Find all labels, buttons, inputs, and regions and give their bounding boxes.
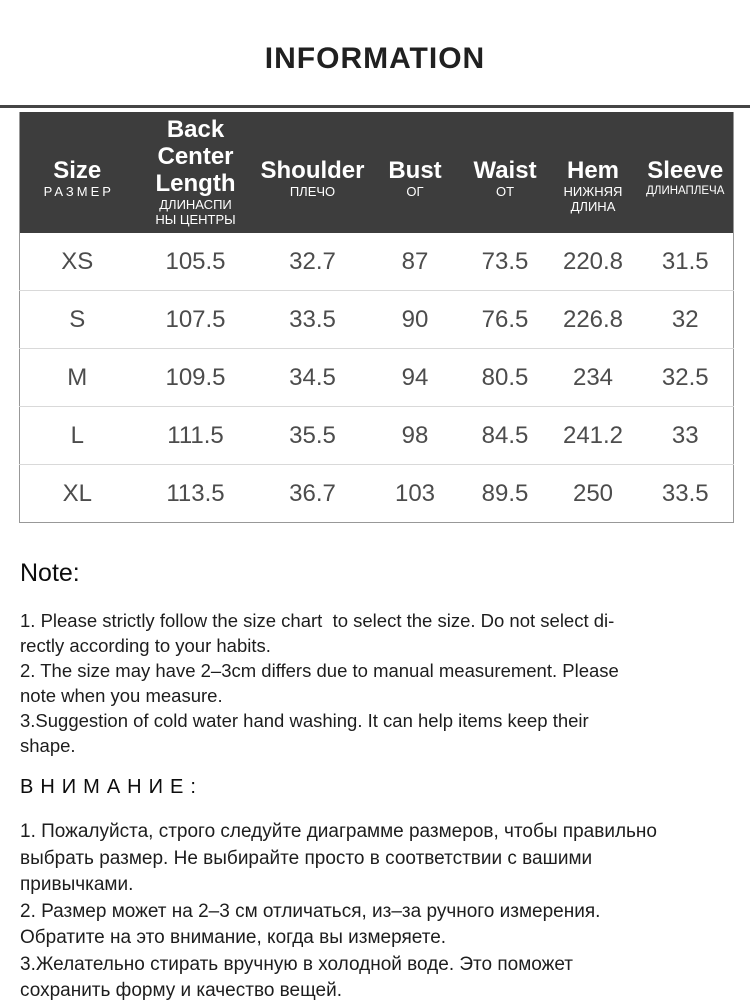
column-header-sleeve xyxy=(638,112,734,233)
column-label-en xyxy=(638,130,734,184)
table-cell: 89.5 xyxy=(462,465,549,523)
column-label-ru xyxy=(638,184,734,214)
column-header-size xyxy=(20,112,135,233)
column-label-en xyxy=(257,130,369,184)
table-cell: 80.5 xyxy=(462,349,549,407)
table-cell: 105.5 xyxy=(165,247,226,275)
text-line: Shoulder xyxy=(260,156,365,184)
table-row xyxy=(20,291,734,349)
text-line: Hem xyxy=(566,156,620,184)
text-line: 1. Please strictly follow the size chart to select the size. Do not select di- xyxy=(20,610,615,631)
table-cell: 241.2 xyxy=(549,407,638,465)
table-cell: 33.5 xyxy=(257,291,369,349)
text-line: Bust xyxy=(388,156,442,184)
table-cell: 31.5 xyxy=(661,247,709,275)
text-line: shape. xyxy=(20,735,76,756)
column-header-hem xyxy=(549,112,638,233)
table-cell: L xyxy=(20,407,135,465)
table-cell: 84.5 xyxy=(462,407,549,465)
table-cell: 35.5 xyxy=(257,407,369,465)
text-line: Length xyxy=(155,170,236,197)
text-line: ДЛИНА xyxy=(570,198,616,214)
table-cell: 111.5 xyxy=(135,407,257,465)
text-line: НИЖНЯЯ xyxy=(563,183,623,199)
note-text-ru xyxy=(20,819,730,1000)
table-cell: 250 xyxy=(549,465,638,523)
table-cell: 226.8 xyxy=(549,291,638,349)
text-line: выбрать размер. Не выбирайте просто в соответствии с вашими xyxy=(20,847,593,869)
text-line: 2. The size may have 2–3cm differs due to manual measurement. Please xyxy=(20,660,619,681)
table-cell: 33.5 xyxy=(638,465,734,523)
table-cell: M xyxy=(20,349,135,407)
text-line: 1. Пожалуйста, строго следуйте диаграмме размеров, чтобы правильно xyxy=(20,821,657,842)
title-divider xyxy=(0,105,750,108)
text-line: 3.Suggestion of cold water hand washing. It can help items keep their xyxy=(20,710,589,731)
table-cell: 32 xyxy=(638,291,734,349)
page-title: INFORMATION xyxy=(264,42,486,75)
text-line: Sleeve xyxy=(647,156,724,184)
column-label-ru xyxy=(135,197,257,227)
table-cell: 109.5 xyxy=(135,349,257,407)
table-cell: 220.8 xyxy=(562,247,624,275)
note-text-en xyxy=(20,608,730,758)
note-heading: Note: xyxy=(20,559,80,587)
text-line: НЫ ЦЕНТРЫ xyxy=(155,212,236,227)
size-table xyxy=(19,112,734,523)
column-label-ru xyxy=(20,184,135,214)
table-cell: XS xyxy=(61,247,94,275)
text-line: привычками. xyxy=(20,874,134,895)
column-label-en xyxy=(549,130,638,184)
column-header-bust xyxy=(369,112,462,233)
text-line: rectly according to your habits. xyxy=(20,635,271,656)
column-label-en xyxy=(135,116,257,197)
text-line: Waist xyxy=(473,156,537,184)
column-label-ru xyxy=(462,184,549,214)
text-line: 3.Желательно стирать вручную в холодной воде. Это поможет xyxy=(20,953,574,975)
text-line: ДЛИНАСПИ xyxy=(159,197,232,212)
table-cell: 87 xyxy=(401,247,429,275)
table-cell: 76.5 xyxy=(462,291,549,349)
table-cell: 34.5 xyxy=(257,349,369,407)
table-cell: 32.5 xyxy=(638,349,734,407)
table-cell: 94 xyxy=(369,349,462,407)
table-cell: 36.7 xyxy=(257,465,369,523)
table-cell: 33 xyxy=(638,407,734,465)
table-cell: 90 xyxy=(369,291,462,349)
text-line: ОГ xyxy=(406,183,424,199)
table-row xyxy=(20,349,734,407)
column-label-en xyxy=(20,130,135,184)
table-cell: 32.7 xyxy=(289,247,336,275)
header-row xyxy=(20,112,734,233)
table-row xyxy=(20,407,734,465)
column-header-back-center-length xyxy=(135,112,257,233)
text-line: 2. Размер может на 2–3 см отличаться, из–за ручного измерения. xyxy=(20,900,601,922)
text-line: note when you measure. xyxy=(20,685,223,706)
text-line: Обратите на это внимание, когда вы измеряете. xyxy=(20,927,447,948)
size-table-header xyxy=(20,112,734,233)
text-line: ДЛИНАПЛЕЧА xyxy=(646,184,725,197)
size-table-wrap xyxy=(19,112,733,523)
column-label-en xyxy=(462,130,549,184)
column-header-shoulder xyxy=(257,112,369,233)
table-cell: 73.5 xyxy=(481,247,529,275)
size-table-body xyxy=(20,233,734,523)
column-label-ru xyxy=(549,184,638,214)
text-line: сохранить форму и качество вещей. xyxy=(20,980,342,1000)
table-row xyxy=(20,233,734,291)
table-cell: XL xyxy=(20,465,135,523)
table-row xyxy=(20,465,734,523)
table-cell: 107.5 xyxy=(135,291,257,349)
text-line: Back Center xyxy=(157,116,234,170)
table-cell: 234 xyxy=(549,349,638,407)
table-cell: 113.5 xyxy=(135,465,257,523)
text-line: ПЛЕЧО xyxy=(289,183,336,199)
table-cell: 103 xyxy=(369,465,462,523)
column-label-ru xyxy=(257,184,369,214)
text-line: РАЗМЕР xyxy=(43,183,114,199)
table-cell: 98 xyxy=(369,407,462,465)
text-line: ОТ xyxy=(495,183,515,199)
column-header-waist xyxy=(462,112,549,233)
text-line: Size xyxy=(53,156,102,184)
attention-heading: ВНИМАНИЕ: xyxy=(20,776,203,798)
column-label-ru xyxy=(369,184,462,214)
column-label-en xyxy=(369,130,462,184)
table-cell: S xyxy=(20,291,135,349)
